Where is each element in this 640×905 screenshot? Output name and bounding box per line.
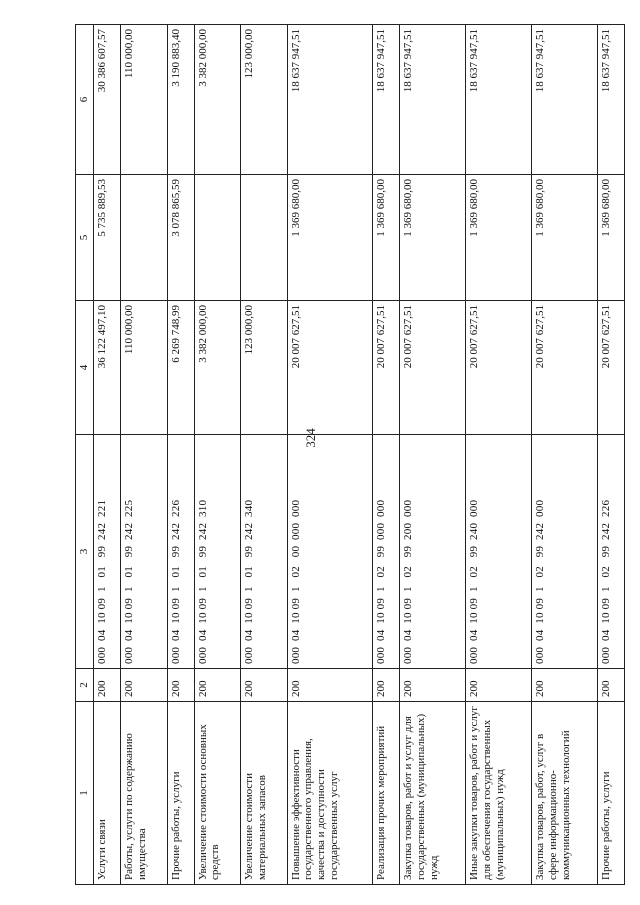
budget-code-cell: 000 04 10 09 1 02 99 200 000 bbox=[399, 435, 465, 669]
table-body bbox=[94, 25, 625, 885]
table-row bbox=[531, 25, 597, 885]
budget-code-cell: 000 04 10 09 1 02 00 000 000 bbox=[287, 435, 372, 669]
remaining-amount-cell: 18 637 947,51 bbox=[597, 25, 624, 175]
approved-amount-cell: 110 000,00 bbox=[121, 301, 168, 435]
remaining-amount-cell: 30 386 607,57 bbox=[94, 25, 121, 175]
approved-amount-cell: 20 007 627,51 bbox=[287, 301, 372, 435]
budget-code-cell: 000 04 10 09 1 02 99 000 000 bbox=[372, 435, 399, 669]
approved-amount-cell: 20 007 627,51 bbox=[597, 301, 624, 435]
budget-code-cell: 000 04 10 09 1 02 99 240 000 bbox=[465, 435, 531, 669]
executed-amount-cell bbox=[241, 175, 288, 301]
row-name-cell: Закупка товаров, работ, услуг в сфере информационно-коммуникационных технологий bbox=[531, 702, 597, 885]
row-name-cell: Реализация прочих мероприятий bbox=[372, 702, 399, 885]
approved-amount-cell: 20 007 627,51 bbox=[465, 301, 531, 435]
approved-amount-cell: 36 122 497,10 bbox=[94, 301, 121, 435]
column-header: 2 bbox=[76, 669, 94, 702]
row-name-cell: Повышение эффективности государственного управления, качества и доступности государственных услуг bbox=[287, 702, 372, 885]
budget-table bbox=[75, 24, 625, 885]
executed-amount-cell: 1 369 680,00 bbox=[399, 175, 465, 301]
budget-code-cell: 000 04 10 09 1 01 99 242 225 bbox=[121, 435, 168, 669]
row-name-cell: Прочие работы, услуги bbox=[167, 702, 194, 885]
column-header: 1 bbox=[76, 702, 94, 885]
line-code-cell: 200 bbox=[94, 669, 121, 702]
executed-amount-cell: 1 369 680,00 bbox=[287, 175, 372, 301]
line-code-cell: 200 bbox=[465, 669, 531, 702]
remaining-amount-cell: 123 000,00 bbox=[241, 25, 288, 175]
budget-code-cell: 000 04 10 09 1 01 99 242 310 bbox=[194, 435, 241, 669]
table-row bbox=[399, 25, 465, 885]
row-name-cell: Иные закупки товаров, работ и услуг для обеспечения государственных (муниципальных) нужд bbox=[465, 702, 531, 885]
row-name-cell: Прочие работы, услуги bbox=[597, 702, 624, 885]
remaining-amount-cell: 18 637 947,51 bbox=[399, 25, 465, 175]
row-name-cell: Увеличение стоимости материальных запасов bbox=[241, 702, 288, 885]
row-name-cell: Услуги связи bbox=[94, 702, 121, 885]
approved-amount-cell: 20 007 627,51 bbox=[531, 301, 597, 435]
approved-amount-cell: 3 382 000,00 bbox=[194, 301, 241, 435]
table-row bbox=[287, 25, 372, 885]
line-code-cell: 200 bbox=[597, 669, 624, 702]
line-code-cell: 200 bbox=[531, 669, 597, 702]
executed-amount-cell: 1 369 680,00 bbox=[465, 175, 531, 301]
executed-amount-cell bbox=[121, 175, 168, 301]
line-code-cell: 200 bbox=[287, 669, 372, 702]
table-row bbox=[597, 25, 624, 885]
line-code-cell: 200 bbox=[399, 669, 465, 702]
line-code-cell: 200 bbox=[167, 669, 194, 702]
table-row bbox=[372, 25, 399, 885]
approved-amount-cell: 20 007 627,51 bbox=[372, 301, 399, 435]
budget-code-cell: 000 04 10 09 1 02 99 242 226 bbox=[597, 435, 624, 669]
line-code-cell: 200 bbox=[121, 669, 168, 702]
executed-amount-cell: 5 735 889,53 bbox=[94, 175, 121, 301]
remaining-amount-cell: 110 000,00 bbox=[121, 25, 168, 175]
table-row bbox=[94, 25, 121, 885]
table-row bbox=[194, 25, 241, 885]
remaining-amount-cell: 18 637 947,51 bbox=[372, 25, 399, 175]
remaining-amount-cell: 3 190 883,40 bbox=[167, 25, 194, 175]
budget-code-cell: 000 04 10 09 1 02 99 242 000 bbox=[531, 435, 597, 669]
row-name-cell: Закупка товаров, работ и услуг для государственных (муниципальных) нужд bbox=[399, 702, 465, 885]
column-header: 6 bbox=[76, 25, 94, 175]
table-row bbox=[121, 25, 168, 885]
header-row bbox=[76, 25, 94, 885]
executed-amount-cell: 1 369 680,00 bbox=[372, 175, 399, 301]
executed-amount-cell: 1 369 680,00 bbox=[531, 175, 597, 301]
line-code-cell: 200 bbox=[372, 669, 399, 702]
executed-amount-cell: 1 369 680,00 bbox=[597, 175, 624, 301]
row-name-cell: Работы, услуги по содержанию имущества bbox=[121, 702, 168, 885]
page-number: 324 bbox=[303, 428, 318, 448]
approved-amount-cell: 123 000,00 bbox=[241, 301, 288, 435]
remaining-amount-cell: 3 382 000,00 bbox=[194, 25, 241, 175]
line-code-cell: 200 bbox=[194, 669, 241, 702]
executed-amount-cell bbox=[194, 175, 241, 301]
line-code-cell: 200 bbox=[241, 669, 288, 702]
approved-amount-cell: 20 007 627,51 bbox=[399, 301, 465, 435]
remaining-amount-cell: 18 637 947,51 bbox=[287, 25, 372, 175]
column-header: 4 bbox=[76, 301, 94, 435]
column-header: 5 bbox=[76, 175, 94, 301]
executed-amount-cell: 3 078 865,59 bbox=[167, 175, 194, 301]
rotated-table-container bbox=[75, 25, 625, 885]
budget-code-cell: 000 04 10 09 1 01 99 242 226 bbox=[167, 435, 194, 669]
remaining-amount-cell: 18 637 947,51 bbox=[531, 25, 597, 175]
table-row bbox=[465, 25, 531, 885]
row-name-cell: Увеличение стоимости основных средств bbox=[194, 702, 241, 885]
table-row bbox=[167, 25, 194, 885]
table-row bbox=[241, 25, 288, 885]
remaining-amount-cell: 18 637 947,51 bbox=[465, 25, 531, 175]
budget-code-cell: 000 04 10 09 1 01 99 242 221 bbox=[94, 435, 121, 669]
column-header: 3 bbox=[76, 435, 94, 669]
budget-code-cell: 000 04 10 09 1 01 99 242 340 bbox=[241, 435, 288, 669]
approved-amount-cell: 6 269 748,99 bbox=[167, 301, 194, 435]
